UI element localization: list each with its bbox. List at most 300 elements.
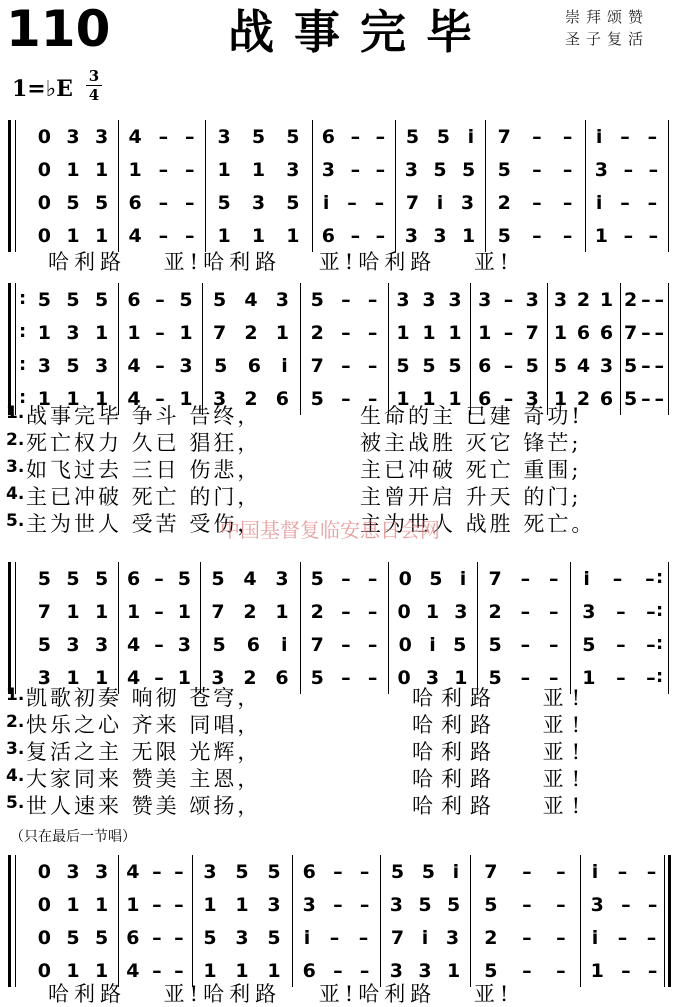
note: 1 bbox=[217, 159, 231, 181]
measure-cell bbox=[479, 562, 568, 596]
note: – bbox=[341, 634, 351, 656]
note: – bbox=[333, 861, 343, 883]
note: 5 bbox=[286, 126, 300, 148]
note: – bbox=[621, 960, 631, 982]
note: – bbox=[367, 355, 378, 377]
note: – bbox=[549, 601, 559, 623]
note: 6 bbox=[275, 388, 289, 410]
note: 5 bbox=[66, 355, 80, 377]
note: – bbox=[532, 225, 542, 247]
note: 3 bbox=[422, 289, 436, 311]
measure-cell bbox=[472, 888, 578, 922]
repeat-dots: : bbox=[656, 666, 664, 687]
note: 7 bbox=[390, 927, 405, 949]
note: 5 bbox=[462, 159, 476, 181]
note: 1 bbox=[128, 159, 142, 181]
note: 1 bbox=[448, 388, 462, 410]
verse-number: 4. bbox=[6, 766, 25, 786]
note: 5 bbox=[484, 960, 498, 982]
note: 5 bbox=[212, 634, 226, 656]
note: 3 bbox=[445, 927, 460, 949]
note: – bbox=[367, 322, 378, 344]
measure-cell bbox=[294, 888, 378, 922]
note: 1 bbox=[66, 960, 80, 982]
repeat-end-barline bbox=[668, 562, 669, 694]
note: i bbox=[459, 568, 467, 590]
measure-cell bbox=[472, 349, 545, 383]
measure-cell bbox=[302, 628, 386, 662]
note: 3 bbox=[590, 894, 604, 916]
note: 3 bbox=[582, 601, 596, 623]
barline bbox=[118, 120, 119, 252]
barline bbox=[202, 283, 203, 415]
barline bbox=[192, 855, 193, 987]
verse-text-a: 战事完毕 争斗 告终， bbox=[26, 404, 262, 428]
verse-text-b: 哈利路 亚! bbox=[412, 794, 589, 818]
note: 4 bbox=[127, 355, 141, 377]
measure-cell bbox=[207, 153, 310, 187]
measure-cell bbox=[120, 349, 200, 383]
measure-cell bbox=[390, 628, 475, 662]
system-barline bbox=[15, 562, 16, 694]
note: – bbox=[647, 126, 658, 148]
note: – bbox=[623, 159, 634, 181]
time-bottom: 4 bbox=[88, 86, 100, 104]
note: – bbox=[341, 388, 351, 410]
measure-cell bbox=[390, 595, 475, 629]
note: – bbox=[329, 927, 340, 949]
note: 0 bbox=[37, 192, 51, 214]
verse-number: 3. bbox=[6, 739, 25, 759]
measure-cell bbox=[30, 316, 116, 350]
measure-cell bbox=[314, 186, 393, 220]
verse-text-b: 哈利路 亚! bbox=[412, 767, 589, 791]
note: 0 bbox=[398, 568, 412, 590]
measure-cell bbox=[390, 349, 468, 383]
verse-text-b: 主曾开启 升天 的门; bbox=[360, 485, 582, 509]
note: 7 bbox=[497, 126, 511, 148]
final-barline-thick bbox=[668, 855, 671, 987]
note: – bbox=[358, 927, 369, 949]
note: i bbox=[429, 634, 436, 656]
note: 5 bbox=[447, 894, 461, 916]
barline bbox=[570, 562, 571, 694]
note: – bbox=[174, 927, 184, 949]
verse-number: 5. bbox=[6, 511, 25, 531]
note: 0 bbox=[397, 667, 411, 689]
measure-cell bbox=[30, 283, 116, 317]
note: 1 bbox=[251, 159, 266, 181]
note: – bbox=[359, 960, 370, 982]
note: 1 bbox=[447, 960, 461, 982]
note: 5 bbox=[453, 634, 467, 656]
note: – bbox=[620, 126, 630, 148]
note: 6 bbox=[599, 388, 614, 410]
note: 3 bbox=[66, 322, 80, 344]
note: 1 bbox=[95, 601, 109, 623]
note: – bbox=[647, 192, 658, 214]
note: 1 bbox=[95, 159, 109, 181]
note: – bbox=[152, 894, 162, 916]
note: i bbox=[595, 192, 603, 214]
note: – bbox=[645, 568, 655, 590]
note: 0 bbox=[37, 927, 51, 949]
note: – bbox=[616, 634, 626, 656]
note: 1 bbox=[594, 225, 609, 247]
note: – bbox=[158, 126, 169, 148]
note: – bbox=[641, 388, 651, 410]
verse-text-b: 哈利路 亚! bbox=[412, 740, 589, 764]
verse-line bbox=[0, 682, 679, 708]
note: 1 bbox=[286, 225, 300, 247]
note: – bbox=[158, 159, 169, 181]
note: 7 bbox=[213, 322, 227, 344]
note: 5 bbox=[95, 568, 109, 590]
note: 3 bbox=[275, 289, 289, 311]
measure-cell bbox=[587, 153, 666, 187]
barline bbox=[118, 855, 119, 987]
note: 5 bbox=[267, 927, 281, 949]
verse-text-a: 大家同来 赞美 主恩， bbox=[26, 767, 262, 791]
note: – bbox=[556, 927, 566, 949]
barline bbox=[118, 283, 119, 415]
note: – bbox=[654, 289, 665, 311]
note: 1 bbox=[66, 667, 80, 689]
barline bbox=[205, 120, 206, 252]
note: – bbox=[621, 894, 631, 916]
note: – bbox=[152, 927, 162, 949]
repeat-dots: : bbox=[19, 321, 27, 342]
note: 6 bbox=[127, 289, 141, 311]
barline bbox=[292, 855, 293, 987]
note: – bbox=[341, 601, 351, 623]
note: 3 bbox=[404, 159, 418, 181]
note: – bbox=[341, 355, 351, 377]
note: 1 bbox=[95, 225, 109, 247]
note: 3 bbox=[66, 861, 80, 883]
note: 5 bbox=[405, 126, 420, 148]
note: 4 bbox=[127, 388, 141, 410]
note: 2 bbox=[310, 601, 324, 623]
note: 3 bbox=[211, 667, 225, 689]
system-barline bbox=[15, 283, 16, 415]
note: – bbox=[520, 568, 531, 590]
note: 1 bbox=[66, 225, 80, 247]
note: – bbox=[646, 861, 657, 883]
note: – bbox=[616, 667, 626, 689]
note: i bbox=[467, 126, 475, 148]
measure-cell bbox=[397, 153, 483, 187]
time-top: 3 bbox=[88, 67, 100, 85]
note: 7 bbox=[310, 634, 324, 656]
note: 5 bbox=[310, 667, 324, 689]
note: 5 bbox=[213, 289, 227, 311]
note: 1 bbox=[179, 322, 193, 344]
verse-text-b: 生命的主 已建 奇功! bbox=[360, 404, 583, 428]
verse-line bbox=[0, 763, 679, 789]
system-bracket bbox=[8, 283, 11, 415]
note: 0 bbox=[37, 225, 51, 247]
hymn-title: 战事完毕 bbox=[228, 5, 492, 59]
barline bbox=[380, 855, 381, 987]
measure-cell bbox=[120, 921, 190, 955]
measure-cell bbox=[572, 562, 666, 596]
note: 5 bbox=[66, 927, 80, 949]
note: 6 bbox=[302, 861, 316, 883]
note: 3 bbox=[179, 355, 193, 377]
note: – bbox=[185, 225, 195, 247]
note: – bbox=[646, 634, 656, 656]
note: 1 bbox=[95, 894, 109, 916]
measure-cell bbox=[582, 855, 666, 889]
note: – bbox=[556, 894, 566, 916]
note: 1 bbox=[396, 322, 410, 344]
note: 3 bbox=[95, 355, 109, 377]
measure-cell bbox=[202, 595, 298, 629]
note: 5 bbox=[310, 388, 324, 410]
note: – bbox=[350, 126, 361, 148]
note: 5 bbox=[448, 355, 462, 377]
note: 1 bbox=[37, 322, 51, 344]
note: 4 bbox=[128, 126, 142, 148]
note: 3 bbox=[66, 126, 80, 148]
measure-cell bbox=[582, 888, 666, 922]
measure-cell bbox=[479, 595, 568, 629]
measure-cell bbox=[202, 628, 298, 662]
note: – bbox=[155, 388, 165, 410]
measure-cell bbox=[30, 921, 116, 955]
note: 5 bbox=[214, 355, 228, 377]
note: – bbox=[647, 960, 658, 982]
note: – bbox=[155, 355, 165, 377]
note: 6 bbox=[275, 667, 289, 689]
note: – bbox=[333, 960, 343, 982]
note: i bbox=[595, 126, 603, 148]
measure-cell bbox=[202, 562, 298, 596]
note: – bbox=[616, 601, 626, 623]
note: 5 bbox=[488, 667, 502, 689]
note: 0 bbox=[398, 634, 412, 656]
measure-cell bbox=[120, 316, 200, 350]
note: i bbox=[322, 192, 330, 214]
note: – bbox=[341, 568, 351, 590]
measure-cell bbox=[487, 186, 583, 220]
note: – bbox=[562, 225, 573, 247]
barline bbox=[547, 283, 548, 415]
note: 1 bbox=[66, 601, 80, 623]
measure-cell bbox=[194, 921, 290, 955]
verse-text-a: 凯歌初奏 响彻 苍穹， bbox=[26, 686, 262, 710]
note: 3 bbox=[525, 388, 539, 410]
note: – bbox=[367, 667, 378, 689]
measure-cell bbox=[120, 888, 190, 922]
note: – bbox=[620, 192, 630, 214]
note: 5 bbox=[436, 126, 450, 148]
measure-cell bbox=[487, 153, 583, 187]
note: – bbox=[647, 894, 658, 916]
note: 5 bbox=[433, 159, 447, 181]
note: 3 bbox=[66, 634, 80, 656]
verse-number: 2. bbox=[6, 430, 25, 450]
note: – bbox=[185, 192, 195, 214]
note: 1 bbox=[235, 960, 249, 982]
barline bbox=[312, 120, 313, 252]
note: 1 bbox=[127, 322, 141, 344]
measure-cell bbox=[204, 283, 298, 317]
note: – bbox=[155, 289, 165, 311]
measure-cell bbox=[30, 349, 116, 383]
note: – bbox=[347, 192, 357, 214]
note: 1 bbox=[553, 322, 568, 344]
note: 5 bbox=[390, 861, 405, 883]
note: – bbox=[549, 634, 559, 656]
note: 5 bbox=[217, 192, 231, 214]
measure-cell bbox=[120, 153, 203, 187]
note: 5 bbox=[267, 861, 281, 883]
note: – bbox=[549, 667, 559, 689]
note: 5 bbox=[421, 861, 435, 883]
system-barline bbox=[15, 120, 16, 252]
note: – bbox=[654, 388, 665, 410]
note: – bbox=[520, 601, 531, 623]
note: 3 bbox=[525, 289, 539, 311]
note: 5 bbox=[396, 355, 410, 377]
note: 1 bbox=[66, 388, 80, 410]
note: – bbox=[532, 159, 542, 181]
note: – bbox=[532, 192, 542, 214]
note: 1 bbox=[235, 894, 249, 916]
note: 6 bbox=[321, 126, 336, 148]
measure-cell bbox=[472, 855, 578, 889]
measure-cell bbox=[397, 120, 483, 154]
note: 1 bbox=[448, 322, 462, 344]
note: 3 bbox=[95, 861, 109, 883]
note: 5 bbox=[37, 634, 51, 656]
note: – bbox=[617, 861, 628, 883]
note: 7 bbox=[525, 322, 539, 344]
note: – bbox=[612, 568, 623, 590]
note: 4 bbox=[244, 289, 258, 311]
measure-cell bbox=[314, 120, 393, 154]
note: 1 bbox=[267, 960, 281, 982]
measure-cell bbox=[120, 283, 200, 317]
note: 1 bbox=[217, 225, 231, 247]
note: – bbox=[174, 894, 184, 916]
verse-line bbox=[0, 709, 679, 735]
note: 3 bbox=[594, 159, 609, 181]
note: 1 bbox=[179, 388, 193, 410]
note: i bbox=[436, 192, 444, 214]
measure-cell bbox=[30, 595, 116, 629]
note: i bbox=[280, 634, 288, 656]
note: 3 bbox=[95, 634, 109, 656]
measure-cell bbox=[30, 120, 116, 154]
measure-cell bbox=[294, 855, 378, 889]
measure-cell bbox=[479, 628, 568, 662]
note: – bbox=[549, 568, 559, 590]
barline bbox=[668, 283, 669, 415]
measure-cell bbox=[582, 921, 666, 955]
verse-line bbox=[0, 400, 679, 426]
note: 5 bbox=[418, 894, 432, 916]
note: 7 bbox=[211, 601, 225, 623]
note: – bbox=[520, 634, 531, 656]
barline bbox=[477, 562, 478, 694]
note: 3 bbox=[404, 225, 418, 247]
measure-cell bbox=[204, 349, 298, 383]
verse-line bbox=[0, 790, 679, 816]
note: 3 bbox=[95, 126, 109, 148]
note: 1 bbox=[203, 960, 217, 982]
note: – bbox=[174, 861, 184, 883]
note: 0 bbox=[37, 861, 51, 883]
note: 2 bbox=[576, 388, 591, 410]
note: 1 bbox=[127, 601, 141, 623]
note: 6 bbox=[599, 322, 614, 344]
measure-cell bbox=[587, 186, 666, 220]
measure-cell bbox=[30, 562, 116, 596]
measure-cell bbox=[204, 316, 298, 350]
note: – bbox=[359, 861, 370, 883]
note: – bbox=[367, 289, 378, 311]
note: – bbox=[375, 225, 386, 247]
note: 1 bbox=[462, 225, 476, 247]
note: 4 bbox=[127, 634, 141, 656]
measure-cell bbox=[572, 595, 666, 629]
measure-cell bbox=[472, 921, 578, 955]
verse-text-a: 主已冲破 死亡 的门， bbox=[26, 485, 262, 509]
note: – bbox=[641, 355, 651, 377]
note: 3 bbox=[425, 667, 440, 689]
note: 7 bbox=[623, 322, 638, 344]
note: – bbox=[617, 927, 628, 949]
note: 5 bbox=[525, 355, 539, 377]
note: 3 bbox=[302, 894, 316, 916]
measure-cell bbox=[120, 562, 198, 596]
note: – bbox=[522, 861, 532, 883]
note: 3 bbox=[213, 388, 227, 410]
note: 2 bbox=[484, 927, 498, 949]
note: 3 bbox=[37, 355, 51, 377]
note: – bbox=[556, 861, 566, 883]
repeat-dots: : bbox=[19, 387, 27, 408]
note: 4 bbox=[576, 355, 591, 377]
note: 5 bbox=[177, 568, 191, 590]
verse-text-a: 如飞过去 三日 伤悲， bbox=[26, 458, 262, 482]
note: 5 bbox=[497, 159, 511, 181]
measure-cell bbox=[487, 120, 583, 154]
note: – bbox=[174, 960, 184, 982]
verse-number: 3. bbox=[6, 457, 25, 477]
barline bbox=[668, 120, 669, 252]
verse-line bbox=[0, 736, 679, 762]
verse-number: 2. bbox=[6, 712, 25, 732]
note: 6 bbox=[321, 225, 336, 247]
note: 1 bbox=[275, 322, 289, 344]
note: 4 bbox=[128, 225, 142, 247]
note: – bbox=[503, 355, 514, 377]
note: – bbox=[641, 289, 651, 311]
measure-cell bbox=[207, 120, 310, 154]
note: – bbox=[648, 225, 659, 247]
note: 3 bbox=[553, 289, 568, 311]
note: 6 bbox=[126, 927, 140, 949]
verse-text-b: 主为世人 战胜 死亡。 bbox=[360, 512, 596, 536]
note: i bbox=[421, 927, 429, 949]
note: 1 bbox=[422, 322, 436, 344]
verse-text-b: 被主战胜 灭它 锋芒; bbox=[360, 431, 582, 455]
note: – bbox=[154, 601, 164, 623]
